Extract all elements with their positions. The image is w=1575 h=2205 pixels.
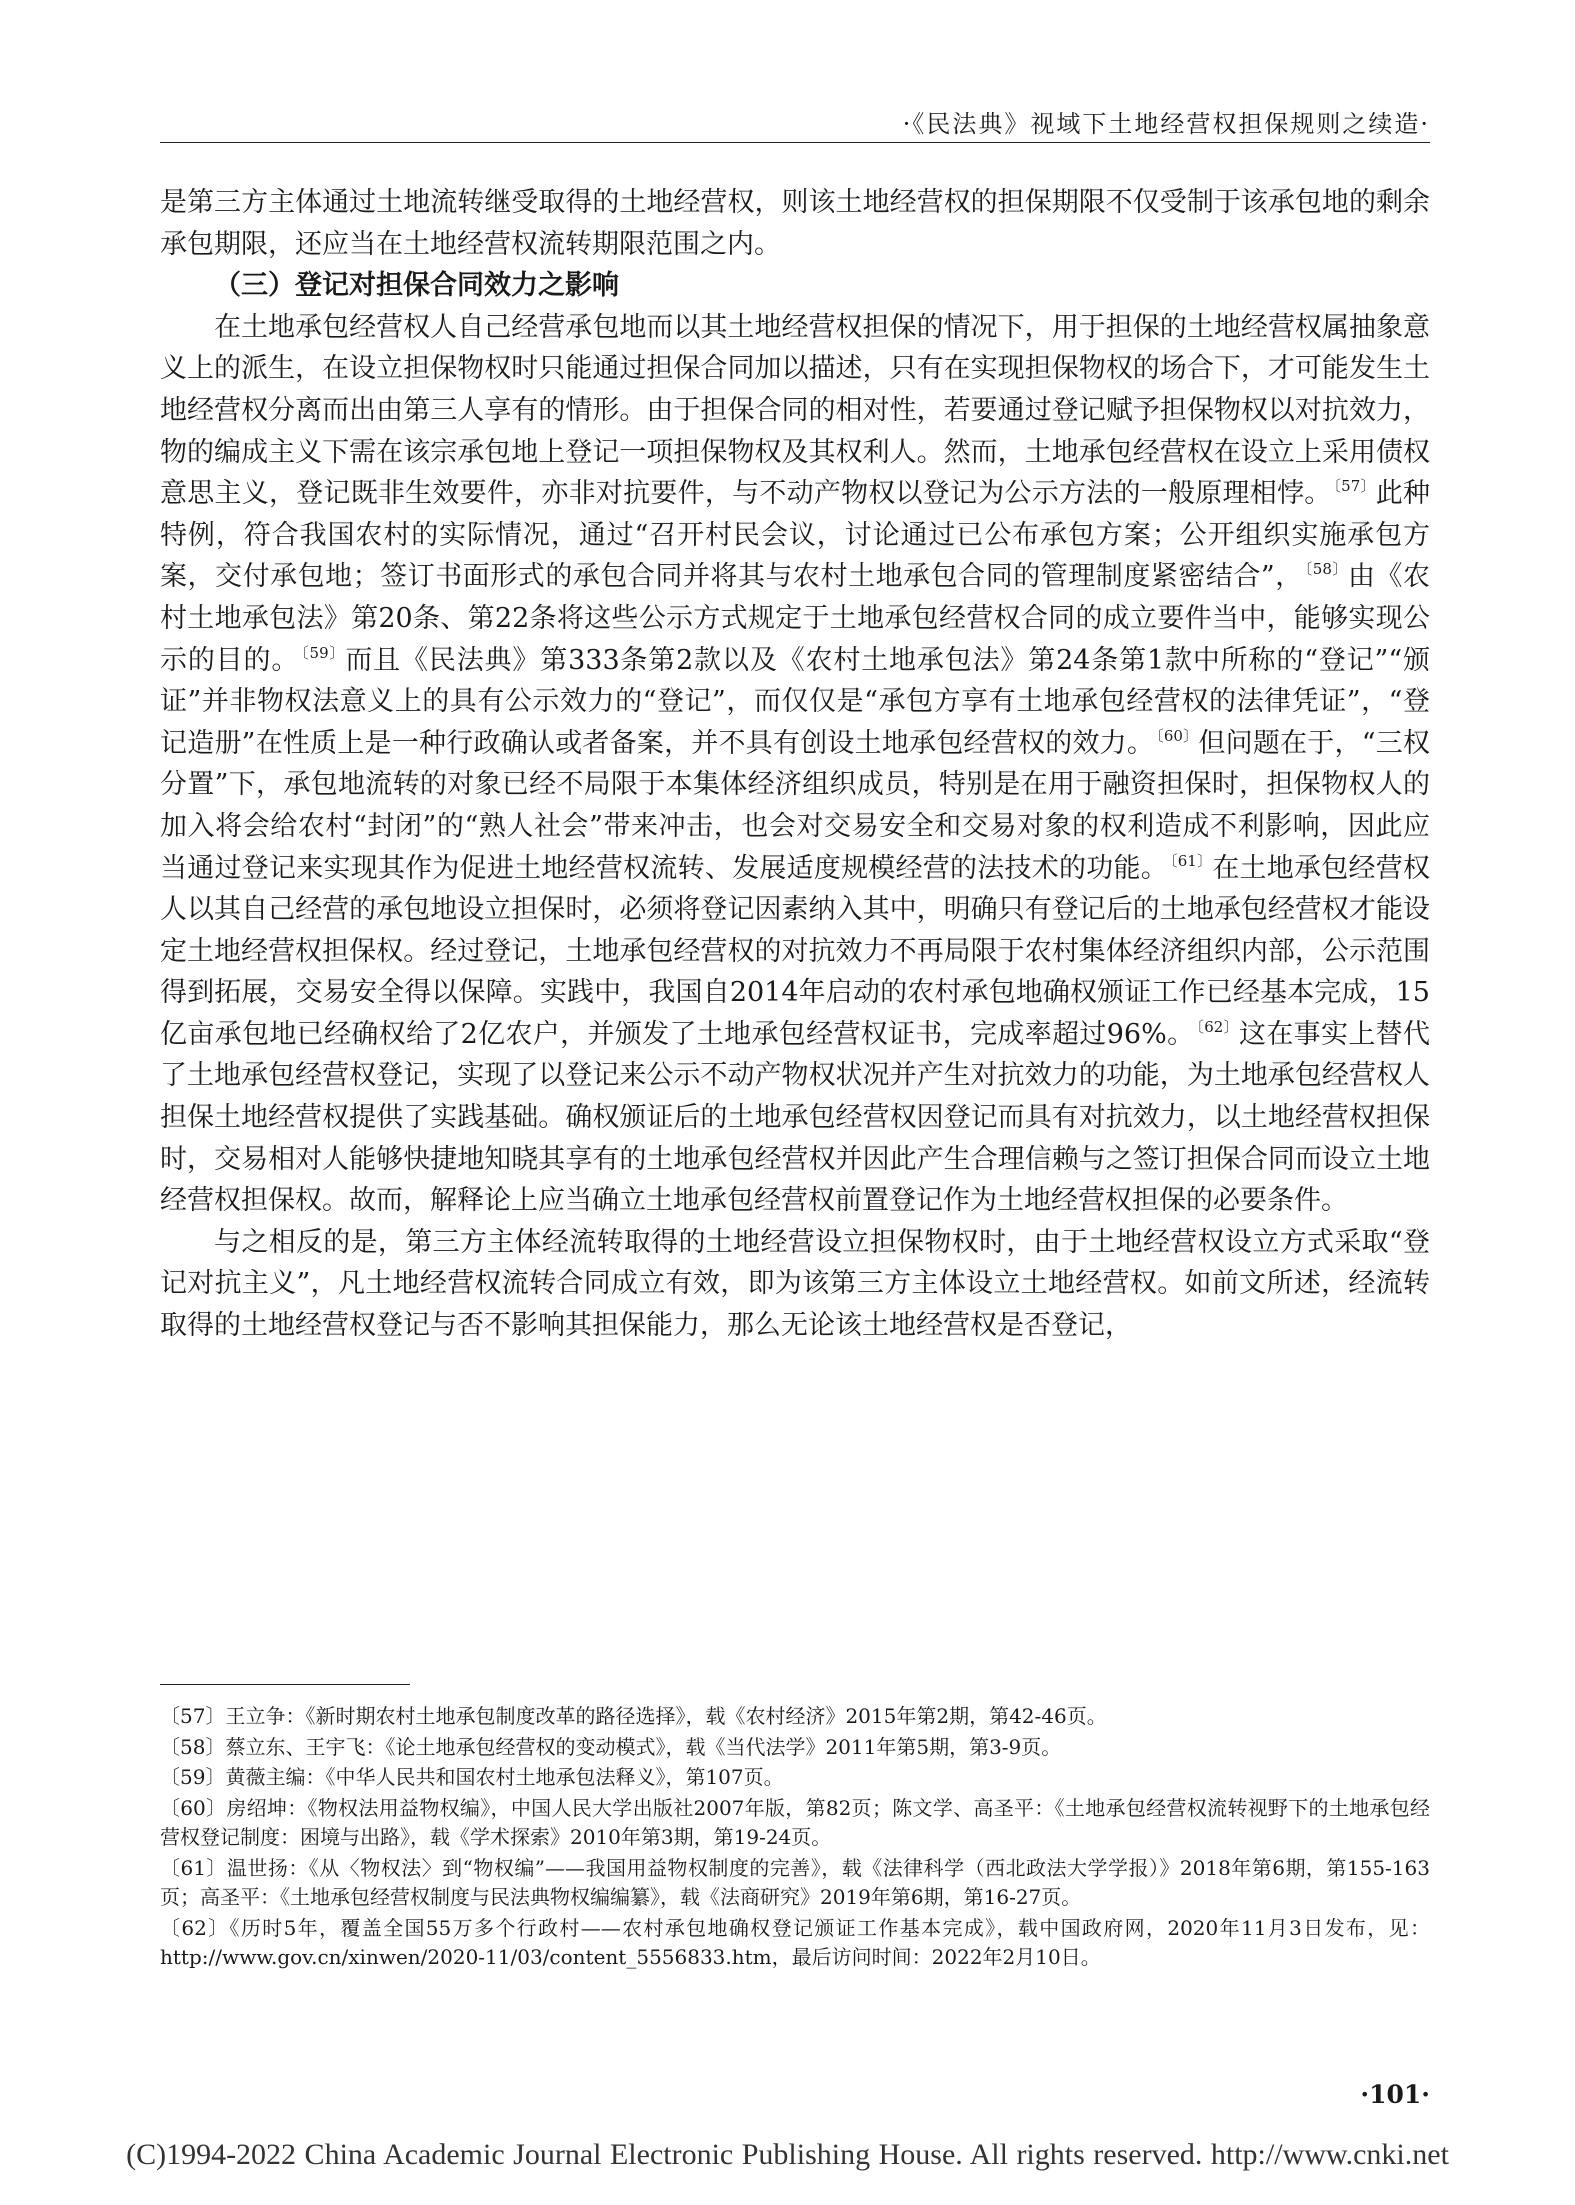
sentence: 此种特例，符合我国农村的实际情况，通过“召开村民会议，讨论通过已公布承包方案；公开组织实施承包方案，交付承包地；签订书面形式的承包合同并将其与农村土地承包合同的管理制度紧密结合”， bbox=[160, 478, 1431, 593]
footnote-ref-59[interactable]: 〔59〕 bbox=[301, 643, 346, 662]
footnote-60: 〔60〕房绍坤：《物权法用益物权编》，中国人民大学出版社2007年版，第82页；陈文学、高圣平：《土地承包经营权流转视野下的土地承包经营权登记制度：困境与出路》，载《学术探索》2010年第3期，第19-24页。 bbox=[160, 1795, 1430, 1849]
sentence: 这在事实上替代了土地承包经营权登记，实现了以登记来公示不动产物权状况并产生对抗效力的功能，为土地承包经营权人担保土地经营权提供了实践基础。确权颁证后的土地承包经营权因登记而具有对抗效力，以土地经营权担保时，交易相对人能够快捷地知晓其享有的土地承包经营权并因此产生合理信赖与之签订担保合同而设立土地经营权担保权。故而，解释论上应当确立土地承包经营权前置登记作为土地经营权担保的必要条件。 bbox=[160, 1018, 1430, 1217]
sentence: 但问题在于，“三权分置”下，承包地流转的对象已经不局限于本集体经济组织成员，特别是在用于融资担保时，担保物权人的加入将会给农村“封闭”的“熟人社会”带来冲击，也会对交易安全和交易对象的权利造成不利影响，因此应当通过登记来实现其作为促进土地经营权流转、发展适度规模经营的法技术的功能。 bbox=[160, 727, 1430, 884]
sentence: 而且《民法典》第333条第2款以及《农村土地承包法》第24条第1款中所称的“登记”“颁证”并非物权法意义上的具有公示效力的“登记”，而仅仅是“承包方享有土地承包经营权的法律凭证”，“登记造册”在性质上是一种行政确认或者备案，并不具有创设土地承包经营权的效力。 bbox=[160, 644, 1431, 759]
page-number: ·101· bbox=[1360, 2080, 1430, 2109]
footnote-57: 〔57〕王立争：《新时期农村土地承包制度改革的路径选择》，载《农村经济》2015年第2期，第42-46页。 bbox=[160, 1704, 1107, 1728]
footnote-ref-61[interactable]: 〔61〕 bbox=[1169, 851, 1213, 870]
section-heading: （三）登记对担保合同效力之影响 bbox=[214, 270, 619, 302]
running-header: ·《民法典》视域下土地经营权担保规则之续造· bbox=[902, 110, 1430, 138]
footnote-58: 〔58〕蔡立东、王宇飞：《论土地承包经营权的变动模式》，载《当代法学》2011年第5期，第3-9页。 bbox=[160, 1734, 1062, 1759]
footnote-ref-62[interactable]: 〔62〕 bbox=[1196, 1017, 1240, 1036]
header-divider bbox=[160, 142, 1430, 143]
footnote-ref-60[interactable]: 〔60〕 bbox=[1156, 726, 1199, 745]
sentence: 由《农村土地承包法》第20条、第22条将这些公示方式规定于土地承包经营权合同的成立要件当中，能够实现公示的目的。 bbox=[160, 561, 1430, 676]
footnote-61: 〔61〕温世扬：《从〈物权法〉到“物权编”——我国用益物权制度的完善》，载《法律科学（西北政法大学学报）》2018年第6期，第155-163页；高圣平：《土地承包经营权制度与民法典物权编编纂》，载《法商研究》2019年第6期，第16-27页。 bbox=[160, 1855, 1430, 1909]
copyright-footer: (C)1994-2022 China Academic Journal Electronic Publishing House. All rights reserved. http://www.cnki.net bbox=[126, 2138, 1449, 2171]
footnotes bbox=[160, 1702, 1430, 1974]
footnote-59: 〔59〕黄薇主编：《中华人民共和国农村土地承包法释义》，第107页。 bbox=[160, 1765, 784, 1789]
footnote-divider bbox=[160, 1684, 410, 1685]
main-text bbox=[160, 182, 1430, 1347]
paragraph-registration-effect bbox=[160, 307, 1430, 1222]
footnote-ref-58[interactable]: 〔58〕 bbox=[1304, 560, 1348, 579]
paragraph-third-party: 与之相反的是，第三方主体经流转取得的土地经营设立担保物权时，由于土地经营权设立方式采取“登记对抗主义”，凡土地经营权流转合同成立有效，即为该第三方主体设立土地经营权。如前文所述，经流转取得的土地经营权登记与否不影响其担保能力，那么无论该土地经营权是否登记， bbox=[160, 1226, 1430, 1342]
footnote-ref-57[interactable]: 〔57〕 bbox=[1333, 477, 1376, 496]
paragraph-continuation: 是第三方主体通过土地流转继受取得的土地经营权，则该土地经营权的担保期限不仅受制于该承包地的剩余承包期限，还应当在土地经营权流转期限范围之内。 bbox=[160, 187, 1430, 260]
sentence: 在土地承包经营权人以其自己经营的承包地设立担保时，必须将登记因素纳入其中，明确只有登记后的土地承包经营权才能设定土地经营权担保权。经过登记，土地承包经营权的对抗效力不再局限于农村集体经济组织内部，公示范围得到拓展，交易安全得以保障。实践中，我国自2014年启动的农村承包地确权颁证工作已经基本完成，15亿亩承包地已经确权给了2亿农户，并颁发了土地承包经营权证书，完成率超过96%。 bbox=[160, 852, 1431, 1050]
footnote-62: 〔62〕《历时5年，覆盖全国55万多个行政村——农村承包地确权登记颁证工作基本完成》，载中国政府网，2020年11月3日发布，见：http://www.gov.cn/xinwen/2020-11/03/content_5556833.htm，最后访问时间：2022年2月10日。 bbox=[160, 1915, 1430, 1969]
sentence: 在土地承包经营权人自己经营承包地而以其土地经营权担保的情况下，用于担保的土地经营权属抽象意义上的派生，在设立担保物权时只能通过担保合同加以描述，只有在实现担保物权的场合下，才可能发生土地经营权分离而出由第三人享有的情形。由于担保合同的相对性，若要通过登记赋予担保物权以对抗效力，物的编成主义下需在该宗承包地上登记一项担保物权及其权利人。然而，土地承包经营权在设立上采用债权意思主义，登记既非生效要件，亦非对抗要件，与不动产物权以登记为公示方法的一般原理相悖。 bbox=[160, 311, 1430, 510]
